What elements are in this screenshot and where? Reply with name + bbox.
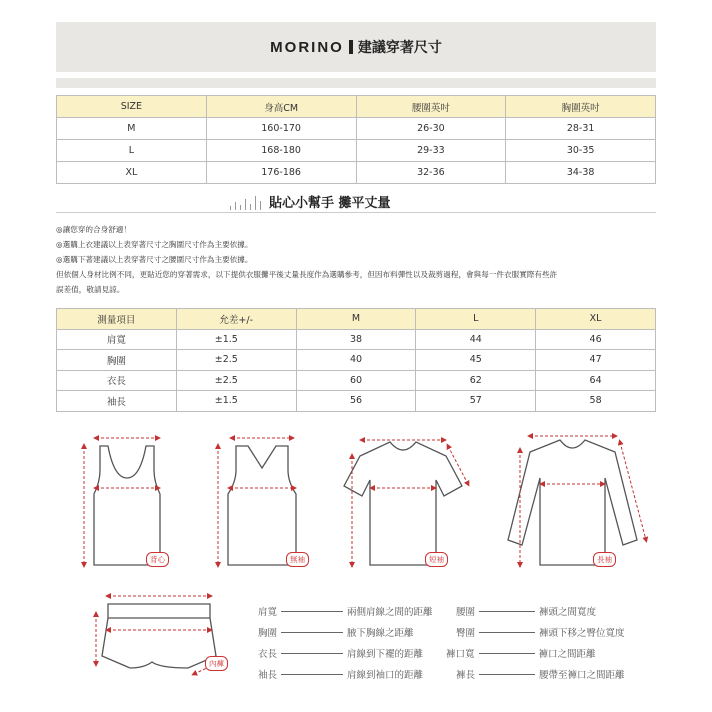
legend-desc: 褲頭下移之臀位寬度 — [539, 628, 625, 639]
measure-cell: 胸圍 — [57, 350, 177, 371]
measure-cell: 38 — [296, 329, 416, 350]
size-header-cell: SIZE — [57, 96, 207, 118]
tshirt-icon — [344, 442, 462, 565]
measure-cell: 62 — [416, 370, 536, 391]
note-line: 但依個人身材比例不同，更貼近您的穿著需求，以下提供衣服攤平後丈量長度作為選購參考，但因布料彈性以及裁剪過程，會與每一件衣服實際有些許 — [56, 270, 558, 279]
measure-header-cell: 允差+/- — [176, 309, 296, 330]
size-cell: 30-35 — [506, 140, 656, 162]
size-header-cell: 身高CM — [206, 96, 356, 118]
legend-item — [258, 604, 433, 618]
legend-term: 腰圍 — [456, 607, 476, 618]
size-cell: 29-33 — [356, 140, 506, 162]
vest-label: 無袖 — [286, 552, 309, 567]
measure-cell: 57 — [416, 391, 536, 412]
measure-cell: 肩寬 — [57, 329, 177, 350]
size-cell: 28-31 — [506, 118, 656, 140]
measure-cell: 45 — [416, 350, 536, 371]
longsleeve-label: 長袖 — [593, 552, 616, 567]
note-line: ◎選購上衣建議以上表穿著尺寸之胸圍尺寸作為主要依據。 — [56, 240, 253, 249]
legend-term: 胸圍 — [258, 628, 278, 639]
legend-item — [446, 646, 596, 660]
legend-term: 衣長 — [258, 649, 278, 660]
size-cell: XL — [57, 162, 207, 184]
page-title: 建議穿著尺寸 — [357, 40, 442, 56]
size-cell: 34-38 — [506, 162, 656, 184]
size-cell: L — [57, 140, 207, 162]
measure-cell: 64 — [536, 370, 656, 391]
measure-cell: 56 — [296, 391, 416, 412]
measure-cell: ±2.5 — [176, 350, 296, 371]
legend-term: 肩寬 — [258, 607, 278, 618]
measure-cell: ±1.5 — [176, 391, 296, 412]
briefs-icon — [102, 604, 216, 668]
legend-desc: 腰帶至褲口之間距離 — [539, 670, 625, 681]
measure-header-cell: L — [416, 309, 536, 330]
measure-header-cell: XL — [536, 309, 656, 330]
legend-item — [456, 625, 625, 639]
measure-header-cell: 測量項目 — [57, 309, 177, 330]
helper-title: 貼心小幫手 攤平丈量 — [269, 196, 391, 211]
measure-cell: ±1.5 — [176, 329, 296, 350]
size-header-cell: 腰圍英吋 — [356, 96, 506, 118]
measure-cell: 58 — [536, 391, 656, 412]
vest-icon — [228, 446, 296, 565]
legend-desc: 兩側肩線之間的距離 — [347, 607, 433, 618]
legend-desc: 褲頭之間寬度 — [539, 607, 597, 618]
tank-top-icon — [94, 446, 160, 565]
measure-cell: 47 — [536, 350, 656, 371]
size-cell: 32-36 — [356, 162, 506, 184]
measure-cell: 40 — [296, 350, 416, 371]
size-cell: 160-170 — [206, 118, 356, 140]
tank-label: 背心 — [146, 552, 169, 567]
note-line: ◎讓您穿的合身舒適！ — [56, 225, 131, 234]
size-cell: 168-180 — [206, 140, 356, 162]
legend-item — [456, 667, 625, 681]
size-cell: 26-30 — [356, 118, 506, 140]
legend-item — [456, 604, 596, 618]
size-header-cell: 胸圍英吋 — [506, 96, 656, 118]
size-cell: M — [57, 118, 207, 140]
legend-desc: 褲口之間距離 — [538, 649, 596, 660]
legend-term: 褲口寬 — [446, 649, 475, 660]
measure-cell: 衣長 — [57, 370, 177, 391]
size-cell: 176-186 — [206, 162, 356, 184]
note-line: ◎選購下著建議以上表穿著尺寸之腰圍尺寸作為主要依據。 — [56, 255, 253, 264]
legend-item — [258, 646, 423, 660]
tee-label: 短袖 — [425, 552, 448, 567]
note-line: 誤差值，敬請見諒。 — [56, 285, 125, 294]
longsleeve-icon — [508, 440, 637, 565]
legend-item — [258, 625, 414, 639]
measure-cell: ±2.5 — [176, 370, 296, 391]
legend-desc: 肩線到袖口的距離 — [347, 670, 424, 681]
legend-item — [258, 667, 423, 681]
legend-term: 臀圍 — [456, 628, 476, 639]
brand-logo: MORINO — [270, 38, 344, 56]
measure-cell: 44 — [416, 329, 536, 350]
measure-cell: 袖長 — [57, 391, 177, 412]
measure-cell: 60 — [296, 370, 416, 391]
legend-desc: 肩線到下襬的距離 — [347, 649, 424, 660]
legend-term: 袖長 — [258, 670, 278, 681]
measure-header-cell: M — [296, 309, 416, 330]
measure-cell: 46 — [536, 329, 656, 350]
legend-term: 褲長 — [456, 670, 476, 681]
legend-desc: 腋下胸線之距離 — [347, 628, 414, 639]
briefs-label: 內褲 — [205, 656, 228, 671]
